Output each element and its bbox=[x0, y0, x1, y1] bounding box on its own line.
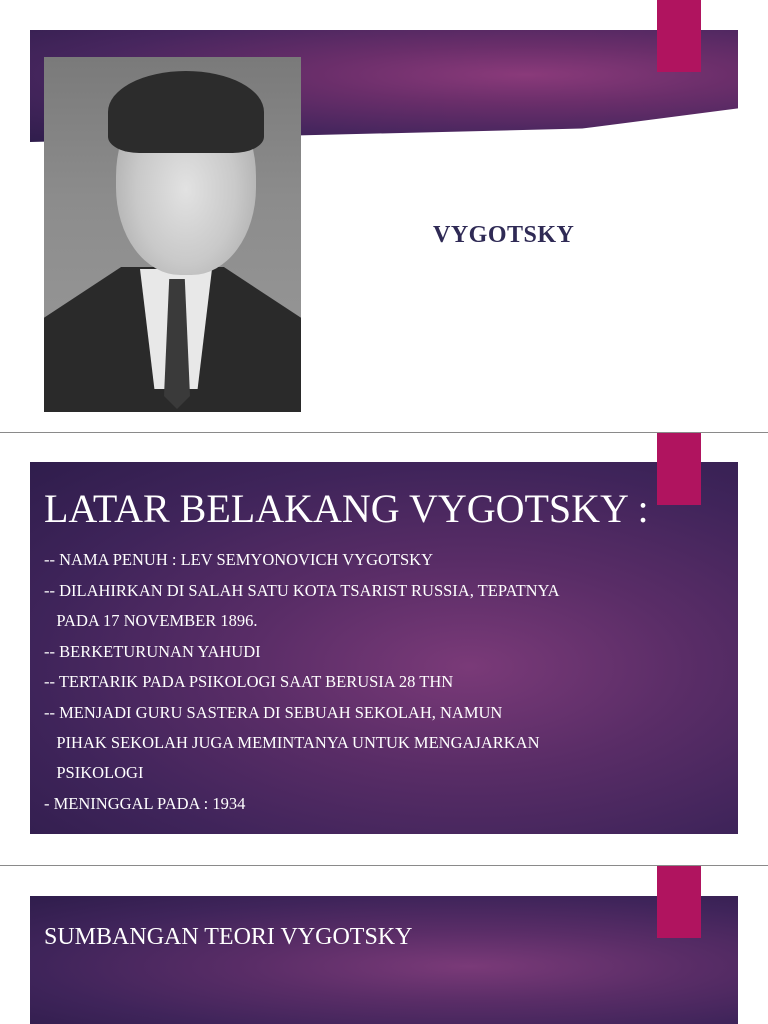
photo-hair bbox=[108, 71, 264, 153]
slide-2 bbox=[0, 433, 768, 865]
slide-3-title: SUMBANGAN TEORI VYGOTSKY bbox=[44, 924, 413, 950]
bullet-line: -- MENJADI GURU SASTERA DI SEBUAH SEKOLAH, NAMUN bbox=[44, 703, 503, 722]
bullet-line: - MENINGGAL PADA : 1934 bbox=[44, 794, 246, 813]
bullet-line: -- TERTARIK PADA PSIKOLOGI SAAT BERUSIA 28 THN bbox=[44, 672, 454, 691]
slide-1-accent-bar bbox=[657, 0, 701, 72]
bullet-line: -- DILAHIRKAN DI SALAH SATU KOTA TSARIST RUSSIA, TEPATNYA bbox=[44, 581, 560, 600]
bullet-line: PSIKOLOGI bbox=[44, 763, 144, 782]
portrait-photo bbox=[44, 57, 301, 412]
slide-2-title: LATAR BELAKANG VYGOTSKY : bbox=[44, 486, 649, 531]
slide-3-banner bbox=[30, 896, 738, 1024]
bullet-line: PADA 17 NOVEMBER 1896. bbox=[44, 611, 258, 630]
slide-3 bbox=[0, 866, 768, 1024]
slide-1-title: VYGOTSKY bbox=[433, 222, 575, 248]
bullet-line: PIHAK SEKOLAH JUGA MEMINTANYA UNTUK MENGAJARKAN bbox=[44, 733, 540, 752]
slide-2-accent-bar bbox=[657, 433, 701, 505]
slide-1 bbox=[0, 0, 768, 432]
bullet-line: -- NAMA PENUH : LEV SEMYONOVICH VYGOTSKY bbox=[44, 550, 433, 569]
slide-3-accent-bar bbox=[657, 866, 701, 938]
bullet-line: -- BERKETURUNAN YAHUDI bbox=[44, 642, 261, 661]
